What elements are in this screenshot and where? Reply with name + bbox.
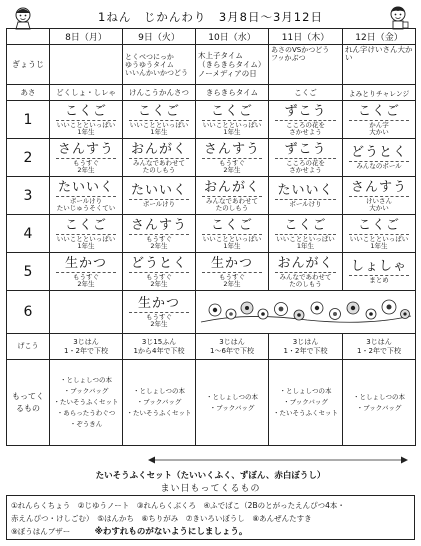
gym-set-note: たいそうふくセット（たいいくふく、ずぼん、赤白ぼうし）: [95, 471, 326, 481]
lesson-cell: [269, 177, 343, 215]
unit-line1: もうすぐ: [56, 158, 116, 167]
forget-nothing-note: ※わすれものがないようにしましょう。: [94, 527, 248, 537]
dismissal-row: [7, 334, 416, 360]
corner-cell: [7, 29, 50, 45]
bring-item: ・としょしつの本: [60, 376, 112, 384]
period-row: [7, 177, 416, 215]
morning-cell: けんこうかんさつ: [123, 85, 196, 101]
lesson-cell: [269, 253, 343, 291]
events-label: ぎょうじ: [7, 45, 50, 85]
unit-line1: みんなであわせて: [129, 158, 189, 167]
page-title: 1ねん じかんわり 3月8日〜3月12日: [98, 10, 323, 24]
subject: 生かつ: [210, 255, 253, 271]
lesson-cell: [50, 101, 123, 139]
unit-line2: さかせよう: [289, 165, 322, 174]
day-header: 9日（火）: [123, 29, 196, 45]
unit-line2: 2年生: [150, 320, 168, 328]
lesson-cell: [123, 139, 196, 177]
unit-line1: みんなであわせて: [275, 272, 336, 281]
morning-cell: よみとりチャレンジ: [343, 85, 416, 101]
subject: たいいく: [57, 179, 114, 195]
subject: 生かつ: [137, 296, 180, 311]
subject: こくご: [210, 217, 253, 233]
period-row: [7, 101, 416, 139]
bring-item: ・としょしつの本: [279, 387, 332, 395]
subject: どうとく: [350, 145, 407, 160]
unit-line1: いいことといっぱい: [276, 234, 335, 243]
flower-icon: [241, 302, 253, 314]
subject: こくご: [284, 217, 327, 233]
every-day-heading: まい日もってくるもの: [160, 484, 261, 494]
unit-line1: ボールけり: [56, 196, 116, 205]
subject: さんすう: [350, 179, 407, 195]
bring-item: ・としょしつの本: [353, 392, 405, 401]
unit-line2: 大かい: [369, 203, 389, 212]
dismissal-cell: 3じ15ふん 1から4年で下校: [123, 334, 196, 360]
lesson-cell: [269, 215, 343, 253]
bring-item: ・ブックバッグ: [63, 387, 109, 395]
unit-line2: 2年生: [77, 165, 95, 174]
bring-item: ・ブックバッグ: [136, 398, 182, 406]
unit-line2: たのしもう: [289, 279, 322, 288]
subject: ずこう: [284, 103, 327, 119]
flower-icon: [366, 309, 376, 319]
unit-line1: もうすぐ: [202, 272, 262, 281]
subject: こくご: [137, 103, 180, 119]
child-with-bag-icon: [385, 4, 411, 30]
lesson-cell: [343, 101, 416, 139]
unit-line1: いいことといっぱい: [56, 234, 116, 243]
subject: おんがく: [277, 255, 334, 271]
bring-item: ・たいそうふくセット: [126, 409, 192, 417]
subject: こくご: [357, 103, 400, 119]
day-header: 8日（月）: [50, 29, 123, 45]
unit-line2: 1年生: [77, 127, 95, 136]
unit-line1: もうすぐ: [129, 234, 189, 243]
morning-cell: どくしょ・しレゃ: [50, 85, 123, 101]
unit-line2: 1年生: [370, 241, 388, 250]
unit-line1: けいさん: [349, 196, 409, 205]
subject: さんすう: [57, 141, 114, 157]
morning-cell: こくご: [269, 85, 343, 101]
lesson-cell: [50, 253, 123, 291]
unit-line2: 2年生: [223, 279, 241, 288]
period-number: 6: [7, 291, 50, 334]
unit-line1: もうすぐ: [56, 272, 116, 281]
bring-item: ・としょしつの本: [133, 387, 185, 395]
lesson-cell: [123, 215, 196, 253]
lesson-cell: [123, 291, 196, 334]
unit-line2: 大かい: [369, 127, 389, 136]
lesson-cell: [196, 215, 269, 253]
event-cell: [50, 45, 123, 85]
unit-line2: 2年生: [150, 279, 168, 288]
lesson-cell: [196, 101, 269, 139]
unit-line2: 1年生: [223, 241, 241, 250]
subject: たいいく: [277, 183, 334, 198]
lesson-cell: [196, 177, 269, 215]
subject: こくご: [357, 217, 400, 233]
timetable: [6, 28, 416, 446]
event-cell: とくべつにっか ゆうゆうタイム いいんかいかつどう: [123, 45, 196, 85]
day-header-row: [7, 29, 416, 45]
period-number: 1: [7, 101, 50, 139]
subject: 生かつ: [64, 255, 107, 271]
morning-row: [7, 85, 416, 101]
day-header: 12日（金）: [343, 29, 416, 45]
period6-row: [7, 291, 416, 334]
subject: おんがく: [130, 141, 187, 157]
flower-decoration-cell: [196, 291, 416, 334]
unit-line1: もうすぐ: [202, 158, 262, 167]
unit-line2: たのしもう: [142, 165, 176, 174]
event-cell: れん字けいさん大かい: [343, 45, 416, 85]
unit-line1: いいことといっぱい: [349, 234, 409, 243]
dismissal-label: げこう: [7, 334, 50, 360]
day-header: 11日（木）: [269, 29, 343, 45]
unit-line1: いいことといっぱい: [56, 120, 116, 129]
bring-cell: [123, 360, 196, 446]
subject: こくご: [64, 103, 107, 119]
flower-icon: [226, 309, 236, 319]
period-number: 2: [7, 139, 50, 177]
bring-cell: [196, 360, 269, 446]
unit-line2: 1年生: [223, 127, 241, 136]
dismissal-cell: 3じはん 1・2年で下校: [343, 334, 416, 360]
unit-line2: 1年生: [296, 241, 315, 250]
lesson-cell: [50, 177, 123, 215]
daily-items-line: 赤えんぴつ・けしごむ） ⑤はんかち ⑥ちりがみ ⑦きいろいぼうし ⑧あんぜんたすき: [11, 514, 312, 523]
flower-icon: [382, 300, 396, 314]
period-number: 5: [7, 253, 50, 291]
flower-icon: [329, 309, 340, 320]
unit-line2: 2年生: [150, 241, 168, 250]
subject: さんすう: [130, 217, 187, 233]
lesson-cell: [196, 139, 269, 177]
subject: ずこう: [284, 141, 327, 157]
unit-line1: もうすぐ: [129, 272, 189, 281]
bring-label: もってくるもの: [7, 360, 50, 446]
lesson-cell: [123, 177, 196, 215]
unit-line1: まとめ: [349, 275, 409, 284]
bring-item: ・ブックバッグ: [356, 403, 402, 412]
flower-parade-illustration: [197, 291, 415, 329]
event-cell: あさのVSかつどう フッかぶつ: [269, 45, 343, 85]
unit-line1: かん字: [349, 120, 409, 129]
period-number: 4: [7, 215, 50, 253]
flower-icon: [347, 302, 359, 314]
dismissal-cell: 3じはん 1・2年で下校: [50, 334, 123, 360]
subject: おんがく: [203, 179, 260, 195]
subject: こくご: [64, 217, 107, 233]
flower-icon: [258, 309, 268, 319]
lesson-cell: [343, 177, 416, 215]
flower-icon: [274, 303, 287, 316]
double-arrow-icon: [148, 456, 408, 464]
lesson-cell: [269, 101, 343, 139]
bring-item: ・ブックバッグ: [209, 403, 255, 412]
unit-line1: もうすぐ: [129, 312, 189, 321]
flower-icon: [209, 304, 221, 316]
dismissal-cell: 3じはん 1〜6年で下校: [196, 334, 269, 360]
unit-line2: たのしもう: [215, 203, 249, 212]
lesson-cell: [50, 139, 123, 177]
unit-line2: 1年生: [150, 127, 168, 136]
flower-icon: [294, 310, 304, 320]
unit-line2: 2年生: [223, 165, 241, 174]
lesson-cell: [123, 101, 196, 139]
event-cell: 木上子タイム （きらきらタイム） ノーメディアの日: [196, 45, 269, 85]
dismissal-cell: 3じはん 1・2年で下校: [269, 334, 343, 360]
bring-item: ・たいそうふくセット: [53, 398, 119, 406]
day-header: 10日（水）: [196, 29, 269, 45]
empty-cell: [50, 291, 123, 334]
unit-line1: こころの花を: [275, 120, 336, 129]
bring-item: ・たいそうふくセット: [273, 409, 338, 417]
lesson-cell: [343, 253, 416, 291]
unit-line2: さかせよう: [289, 127, 322, 136]
bring-item: ・ブックバッグ: [283, 398, 328, 406]
morning-cell: きらきらタイム: [196, 85, 269, 101]
bring-cell: [269, 360, 343, 446]
daily-items-box: [6, 495, 415, 540]
subject: たいいく: [130, 183, 187, 198]
lesson-cell: [196, 253, 269, 291]
bring-cell: [50, 360, 123, 446]
daily-items-line: ①れんらくちょう ②じゆうノート ③れんらくぶくろ ④ふでばこ（2Bのとがったえんぴつ4本・: [11, 501, 345, 510]
subject: しょしゃ: [350, 259, 407, 274]
lesson-cell: [269, 139, 343, 177]
unit-line2: たいじゅうそくてい: [56, 203, 116, 212]
unit-line1: いいことといっぱい: [202, 120, 262, 129]
events-row: [7, 45, 416, 85]
bring-cell: [343, 360, 416, 446]
flower-icon: [400, 310, 409, 319]
unit-line1: いいことといっぱい: [202, 234, 262, 243]
lesson-cell: [123, 253, 196, 291]
daily-items-line: [11, 525, 410, 539]
unit-line1: こころの花を: [275, 158, 336, 167]
period-row: [7, 139, 416, 177]
subject: こくご: [210, 103, 253, 119]
lesson-cell: [343, 139, 416, 177]
unit-line1: みんなであわせて: [202, 196, 262, 205]
morning-label: あさ: [7, 85, 50, 101]
bring-item: ・ぞうきん: [69, 420, 103, 428]
period-row: [7, 253, 416, 291]
lesson-cell: [343, 215, 416, 253]
period-row: [7, 215, 416, 253]
bring-row: [7, 360, 416, 446]
unit-line1: ボールけり: [275, 199, 336, 208]
unit-line1: ボールけり: [129, 199, 189, 208]
title-row: [6, 4, 415, 26]
period-number: 3: [7, 177, 50, 215]
unit-line1: みんなのボール: [349, 161, 409, 170]
bring-item: ・あらったうわぐつ: [56, 409, 116, 417]
unit-line2: 1年生: [77, 241, 95, 250]
lesson-cell: [50, 215, 123, 253]
bring-item: ・としょしつの本: [206, 392, 258, 401]
subject: さんすう: [203, 141, 260, 157]
flower-icon: [311, 302, 323, 314]
subject: どうとく: [130, 255, 187, 271]
unit-line1: いいことといっぱい: [129, 120, 189, 129]
unit-line2: 2年生: [77, 279, 95, 288]
daily-item: ⑨ぼうはんブザー: [11, 527, 71, 536]
